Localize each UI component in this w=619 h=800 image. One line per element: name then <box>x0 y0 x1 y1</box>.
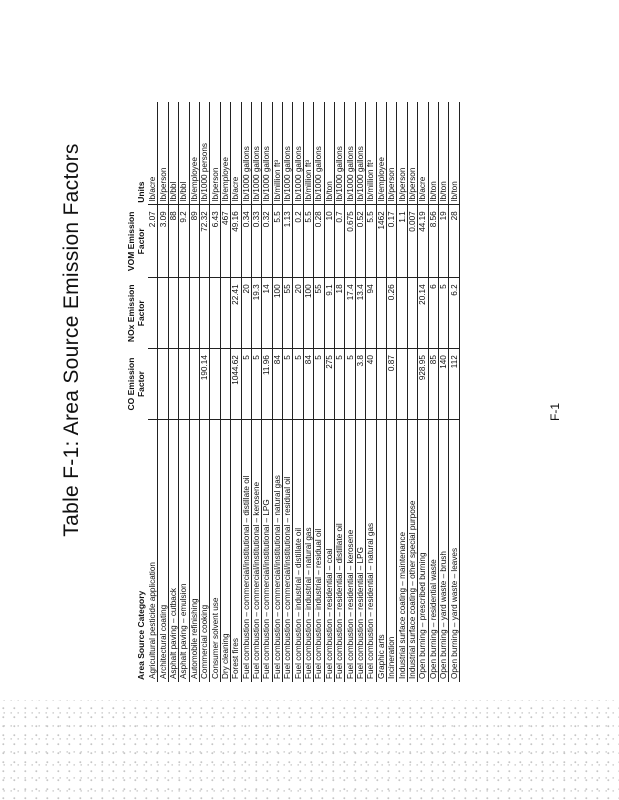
cell-nox <box>179 278 189 349</box>
table-row <box>262 102 272 682</box>
cell-voc: 5.5 <box>366 205 376 278</box>
cell-category: Fuel combustion – residential – distillate oil <box>335 419 345 682</box>
cell-units: lb/1000 gallons <box>283 102 293 205</box>
cell-units: lb/ton <box>324 102 334 205</box>
cell-category: Fuel combustion – commercial/institutional – natural gas <box>272 419 282 682</box>
cell-nox: 20 <box>241 278 251 349</box>
table-row <box>303 102 313 682</box>
cell-nox: 6 <box>428 278 438 349</box>
table-row <box>449 102 459 682</box>
cell-voc: 88 <box>168 205 178 278</box>
cell-nox <box>189 278 199 349</box>
cell-units: lb/million ft³ <box>303 102 313 205</box>
cell-units: lb/employee <box>220 102 230 205</box>
cell-voc: 0.675 <box>345 205 355 278</box>
cell-voc: 1.1 <box>397 205 407 278</box>
cell-units: lb/1000 gallons <box>293 102 303 205</box>
cell-units: lb/1000 gallons <box>335 102 345 205</box>
cell-units: lb/1000 persons <box>199 102 209 205</box>
cell-units: lb/million ft³ <box>272 102 282 205</box>
cell-co: 112 <box>449 349 459 420</box>
cell-category: Dry cleaning <box>220 419 230 682</box>
cell-category: Fuel combustion – commercial/institutional – residual oil <box>283 419 293 682</box>
cell-units: lb/ton <box>438 102 448 205</box>
header-area-source-category: Area Source Category <box>135 590 146 680</box>
cell-category: Asphalt paving – cutback <box>168 419 178 682</box>
emission-factors-table <box>106 102 460 682</box>
cell-voc: 19 <box>438 205 448 278</box>
cell-voc: 89 <box>189 205 199 278</box>
cell-co <box>189 349 199 420</box>
cell-category: Forest fires <box>231 419 241 682</box>
page-number: F-1 <box>548 403 562 421</box>
cell-co <box>158 349 168 420</box>
table-row <box>397 102 407 682</box>
cell-voc: 0.7 <box>335 205 345 278</box>
table-body <box>148 102 459 682</box>
cell-units: lb/acre <box>231 102 241 205</box>
table-row <box>345 102 355 682</box>
cell-nox <box>168 278 178 349</box>
table-header-row <box>106 102 148 682</box>
cell-category: Open burning – prescribed burning <box>418 419 428 682</box>
table-row <box>293 102 303 682</box>
cell-nox: 0.26 <box>386 278 396 349</box>
cell-voc: 9.2 <box>179 205 189 278</box>
cell-co: 5 <box>335 349 345 420</box>
cell-nox: 17.4 <box>345 278 355 349</box>
cell-voc: 72.32 <box>199 205 209 278</box>
cell-category: Fuel combustion – commercial/institutional – distillate oil <box>241 419 251 682</box>
cell-units: lb/1000 gallons <box>314 102 324 205</box>
table-row <box>189 102 199 682</box>
cell-category: Architectural coating <box>158 419 168 682</box>
cell-nox <box>376 278 386 349</box>
cell-voc: 1462 <box>376 205 386 278</box>
table-row <box>366 102 376 682</box>
cell-units: lb/person <box>210 102 220 205</box>
cell-category: Agricultural pesticide application <box>148 419 158 682</box>
cell-voc: 5.5 <box>272 205 282 278</box>
header-co-emission-factor: CO Emission Factor <box>126 357 146 411</box>
cell-co: 84 <box>303 349 313 420</box>
cell-voc: 0.52 <box>355 205 365 278</box>
cell-co: 5 <box>345 349 355 420</box>
cell-nox: 22.41 <box>231 278 241 349</box>
table-row <box>386 102 396 682</box>
cell-nox <box>397 278 407 349</box>
cell-co: 3.8 <box>355 349 365 420</box>
table-row <box>251 102 261 682</box>
cell-co: 190.14 <box>199 349 209 420</box>
cell-units: lb/1000 gallons <box>262 102 272 205</box>
cell-category: Commercial cooking <box>199 419 209 682</box>
cell-co: 5 <box>283 349 293 420</box>
cell-nox <box>407 278 417 349</box>
cell-voc: 0.32 <box>262 205 272 278</box>
table-row <box>179 102 189 682</box>
cell-nox: 14 <box>262 278 272 349</box>
cell-nox: 20 <box>293 278 303 349</box>
cell-co: 84 <box>272 349 282 420</box>
table-row <box>199 102 209 682</box>
table-row <box>168 102 178 682</box>
cell-co: 0.87 <box>386 349 396 420</box>
cell-category: Open burning – residential waste <box>428 419 438 682</box>
cell-nox: 100 <box>272 278 282 349</box>
cell-voc: 6.43 <box>210 205 220 278</box>
table-row <box>355 102 365 682</box>
table-row <box>314 102 324 682</box>
cell-co: 140 <box>438 349 448 420</box>
cell-category: Fuel combustion – residential – kerosene <box>345 419 355 682</box>
cell-co <box>179 349 189 420</box>
scan-noise <box>0 700 619 800</box>
cell-units: lb/employee <box>376 102 386 205</box>
cell-nox <box>158 278 168 349</box>
cell-voc: 467 <box>220 205 230 278</box>
cell-units: lb/bbl <box>168 102 178 205</box>
cell-co: 11.96 <box>262 349 272 420</box>
cell-co: 928.95 <box>418 349 428 420</box>
cell-units: lb/ton <box>449 102 459 205</box>
cell-co: 5 <box>293 349 303 420</box>
table-row <box>335 102 345 682</box>
cell-nox: 18 <box>335 278 345 349</box>
cell-category: Consumer solvent use <box>210 419 220 682</box>
cell-units: lb/1000 gallons <box>355 102 365 205</box>
cell-co: 5 <box>251 349 261 420</box>
cell-voc: 3.09 <box>158 205 168 278</box>
cell-voc: 0.28 <box>314 205 324 278</box>
table-row <box>283 102 293 682</box>
table-row <box>231 102 241 682</box>
cell-category: Fuel combustion – commercial/institutional – LPG <box>262 419 272 682</box>
table-row <box>220 102 230 682</box>
table-row <box>376 102 386 682</box>
cell-units: lb/person <box>407 102 417 205</box>
cell-category: Open burning – yard waste – brush <box>438 419 448 682</box>
cell-category: Industrial surface coating – maintenance <box>397 419 407 682</box>
cell-co <box>376 349 386 420</box>
cell-co <box>168 349 178 420</box>
cell-category: Fuel combustion – industrial – natural gas <box>303 419 313 682</box>
cell-voc: 0.007 <box>407 205 417 278</box>
cell-voc: 0.2 <box>293 205 303 278</box>
table-row <box>158 102 168 682</box>
cell-units: lb/bbl <box>179 102 189 205</box>
table-row <box>324 102 334 682</box>
cell-category: Fuel combustion – residential – natural gas <box>366 419 376 682</box>
cell-co: 5 <box>314 349 324 420</box>
cell-units: lb/employee <box>189 102 199 205</box>
cell-category: Fuel combustion – commercial/institutional – kerosene <box>251 419 261 682</box>
cell-units: lb/person <box>386 102 396 205</box>
cell-co <box>407 349 417 420</box>
cell-voc: 0.17 <box>386 205 396 278</box>
cell-co: 275 <box>324 349 334 420</box>
cell-category: Fuel combustion – residential – LPG <box>355 419 365 682</box>
cell-voc: 8.56 <box>428 205 438 278</box>
cell-category: Fuel combustion – residential – coal <box>324 419 334 682</box>
cell-nox <box>210 278 220 349</box>
cell-co <box>220 349 230 420</box>
cell-nox: 13.4 <box>355 278 365 349</box>
cell-category: Industrial surface coating – other special purpose <box>407 419 417 682</box>
cell-voc: 2.07 <box>148 205 158 278</box>
cell-nox: 55 <box>314 278 324 349</box>
cell-category: Fuel combustion – industrial – residual oil <box>314 419 324 682</box>
cell-units: lb/million ft³ <box>366 102 376 205</box>
cell-nox: 94 <box>366 278 376 349</box>
cell-units: lb/person <box>397 102 407 205</box>
header-units: Units <box>135 181 146 203</box>
cell-nox <box>148 278 158 349</box>
cell-voc: 5.5 <box>303 205 313 278</box>
cell-category: Automobile refinishing <box>189 419 199 682</box>
cell-units: lb/acre <box>418 102 428 205</box>
cell-nox <box>220 278 230 349</box>
cell-voc: 10 <box>324 205 334 278</box>
header-vom-emission-factor: VOM Emission Factor <box>126 211 146 272</box>
cell-co: 5 <box>241 349 251 420</box>
cell-nox: 55 <box>283 278 293 349</box>
cell-co: 40 <box>366 349 376 420</box>
cell-co: 1044.62 <box>231 349 241 420</box>
cell-voc: 44.19 <box>418 205 428 278</box>
cell-units: lb/person <box>158 102 168 205</box>
table-row <box>407 102 417 682</box>
table-title: Table F-1: Area Source Emission Factors <box>60 143 83 537</box>
cell-category: Open burning – yard waste – leaves <box>449 419 459 682</box>
table-row <box>428 102 438 682</box>
cell-voc: 0.33 <box>251 205 261 278</box>
table-row <box>148 102 158 682</box>
cell-co: 85 <box>428 349 438 420</box>
cell-co <box>397 349 407 420</box>
cell-units: lb/acre <box>148 102 158 205</box>
cell-category: Incineration <box>386 419 396 682</box>
table-row <box>210 102 220 682</box>
table-row <box>272 102 282 682</box>
cell-voc: 28 <box>449 205 459 278</box>
table-row <box>241 102 251 682</box>
cell-units: lb/ton <box>428 102 438 205</box>
cell-co <box>148 349 158 420</box>
cell-co <box>210 349 220 420</box>
header-nox-emission-factor: NOx Emission Factor <box>126 284 146 343</box>
cell-voc: 1.13 <box>283 205 293 278</box>
cell-nox: 19.3 <box>251 278 261 349</box>
cell-nox: 5 <box>438 278 448 349</box>
cell-units: lb/1000 gallons <box>251 102 261 205</box>
cell-category: Asphalt paving – emulsion <box>179 419 189 682</box>
table-row <box>438 102 448 682</box>
cell-voc: 49.16 <box>231 205 241 278</box>
cell-nox: 6.2 <box>449 278 459 349</box>
cell-units: lb/1000 gallons <box>241 102 251 205</box>
cell-category: Fuel combustion – industrial – distillate oil <box>293 419 303 682</box>
table-row <box>418 102 428 682</box>
cell-category: Graphic arts <box>376 419 386 682</box>
cell-units: lb/1000 gallons <box>345 102 355 205</box>
cell-nox: 20.14 <box>418 278 428 349</box>
cell-voc: 0.34 <box>241 205 251 278</box>
cell-nox: 9.1 <box>324 278 334 349</box>
cell-nox <box>199 278 209 349</box>
cell-nox: 100 <box>303 278 313 349</box>
